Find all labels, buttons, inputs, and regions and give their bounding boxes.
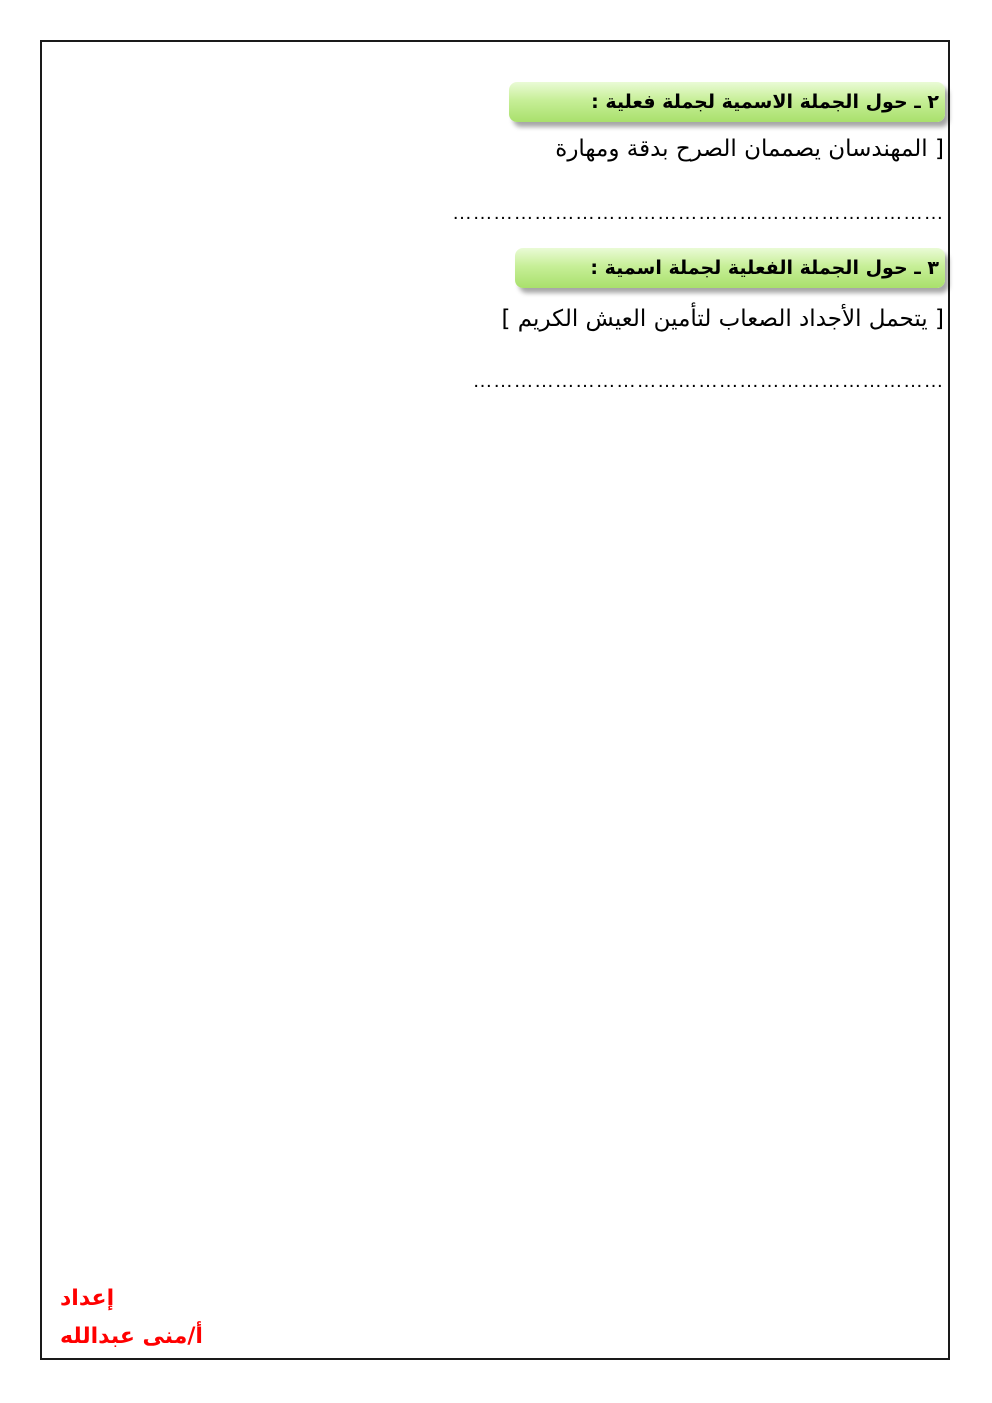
exercise-2-sentence: [ المهندسان يصممان الصرح بدقة ومهارة	[555, 136, 944, 162]
exercise-2-answer-line[interactable]: ………………………………………………………………	[452, 202, 944, 224]
exercise-2-heading: ٢ ـ حول الجملة الاسمية لجملة فعلية :	[591, 91, 939, 113]
exercise-3-heading-box	[515, 248, 945, 288]
prepared-by-label: إعداد	[60, 1286, 115, 1311]
author-name: أ/منى عبدالله	[60, 1324, 203, 1349]
exercise-3-sentence: [ يتحمل الأجداد الصعاب لتأمين العيش الكريم ]	[501, 306, 944, 332]
page-frame	[40, 40, 950, 1360]
exercise-2-heading-box	[509, 82, 945, 122]
exercise-3-heading: ٣ ـ حول الجملة الفعلية لجملة اسمية :	[590, 257, 939, 279]
exercise-3-answer-line[interactable]: ……………………………………………………………	[472, 370, 944, 392]
